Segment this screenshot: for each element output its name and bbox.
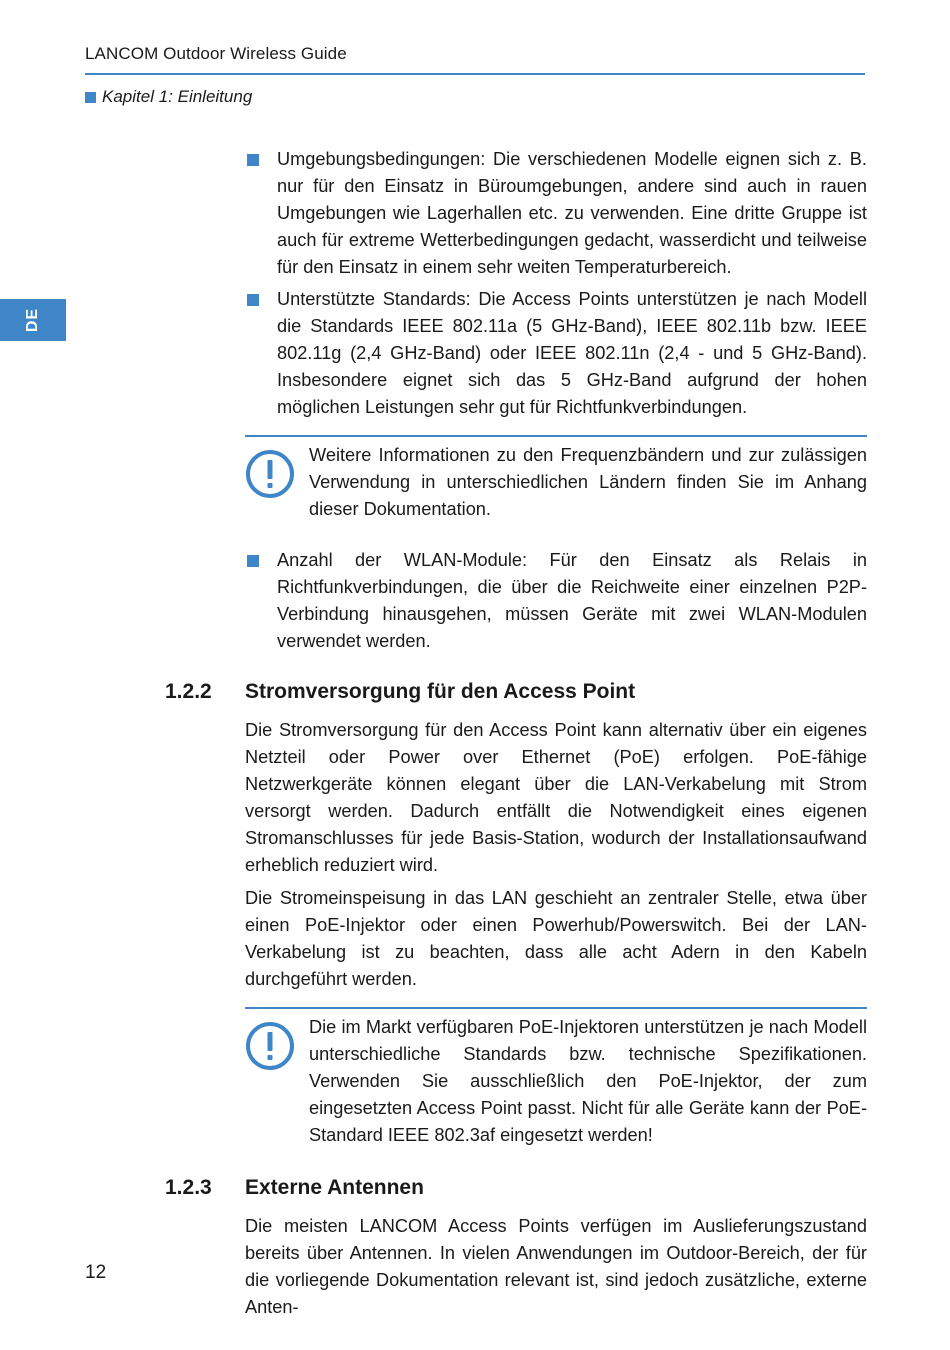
paragraph: Die Stromeinspeisung in das LAN geschieht an zentraler Stelle, etwa über einen PoE-Injektor oder einen Powerhub/Powerswitch. Bei der LAN-Verkabelung ist zu beachten, dass alle acht Adern in den Kabeln durchgeführt werden. (245, 888, 867, 989)
section-heading (165, 1173, 867, 1203)
chapter-text: Kapitel 1: Einleitung (102, 87, 253, 106)
header-divider (85, 73, 865, 75)
chapter-square-icon (85, 92, 96, 103)
exclamation-circle-icon (245, 1021, 295, 1071)
page-number: 12 (85, 1262, 107, 1283)
exclamation-circle-icon (245, 449, 295, 499)
note-box (245, 435, 867, 523)
section-title: Stromversorgung für den Access Point (245, 680, 636, 703)
list-item (245, 286, 867, 421)
note-box (245, 1007, 867, 1149)
note-text: Weitere Informationen zu den Frequenzbändern und zur zulässigen Verwendung in unterschiedlichen Ländern finden Sie im Anhang dieser Dokumentation. (309, 445, 867, 519)
paragraph: Die Stromversorgung für den Access Point kann alternativ über ein eigenes Netzteil oder Power over Ethernet (PoE) erfolgen. PoE-fähige Netzwerkgeräte können elegant über die LAN-Verkabelung mit Strom versorgt werden. Dadurch entfällt die Notwendigkeit eines eigenen Stromanschlusses für jede Basis-Station, wodurch der Installationsaufwand erheblich reduziert wird. (245, 720, 867, 875)
chapter-label (85, 87, 252, 107)
list-item-text: Unterstützte Standards: Die Access Points unterstützen je nach Modell die Standards IEEE 802.11a (5 GHz-Band), IEEE 802.11b bzw. IEEE 802.11g (2,4 GHz-Band) oder IEEE 802.11n (2,4 - und 5 GHz-Band). Insbesondere eignet sich das 5 GHz-Band aufgrund der hohen möglichen Leistungen sehr gut für Richtfunkverbindungen. (277, 289, 867, 417)
bullet-square-icon (247, 294, 259, 306)
section-number: 1.2.2 (165, 680, 212, 703)
language-tab-label: DE (23, 307, 41, 333)
bullet-square-icon (247, 154, 259, 166)
section-1-2-3 (165, 1173, 867, 1321)
main-content (165, 146, 867, 1327)
paragraph: Die meisten LANCOM Access Points verfügen im Auslieferungszustand bereits über Antennen. In vielen Anwendungen im Outdoor-Bereich, der für die vorliegende Dokumentation relevant ist, sind jedoch zusätzliche, externe Anten- (245, 1216, 867, 1317)
list-item-text: Umgebungsbedingungen: Die verschiedenen Modelle eignen sich z. B. nur für den Einsatz in Büroumgebungen, andere sind auch in rauen Umgebungen wie Lagerhallen etc. zu verwenden. Eine dritte Gruppe ist auch für extreme Wetterbedingungen gedacht, wasserdicht und teilweise für den Einsatz in einem sehr weiten Temperaturbereich. (277, 149, 867, 277)
list-item-text: Anzahl der WLAN-Module: Für den Einsatz als Relais in Richtfunkverbindungen, die über die Reichweite einer einzelnen P2P-Verbindung hinausgehen, müssen Geräte mit zwei WLAN-Modulen verwendet werden. (277, 550, 867, 651)
list-item (245, 547, 867, 655)
list-item (245, 146, 867, 281)
language-tab (0, 299, 66, 341)
section-title: Externe Antennen (245, 1176, 424, 1199)
running-header-title: LANCOM Outdoor Wireless Guide (85, 44, 347, 63)
section-heading (165, 677, 867, 707)
bullet-square-icon (247, 555, 259, 567)
note-text: Die im Markt verfügbaren PoE-Injektoren unterstützen je nach Modell unterschiedliche Standards bzw. technische Spezifikationen. Verwenden Sie ausschließlich den PoE-Injektor, der zum eingesetzten Access Point passt. Nicht für alle Geräte kann der PoE-Standard IEEE 802.3af eingesetzt werden! (309, 1017, 867, 1145)
section-1-2-2 (165, 677, 867, 993)
section-number: 1.2.3 (165, 1176, 212, 1199)
